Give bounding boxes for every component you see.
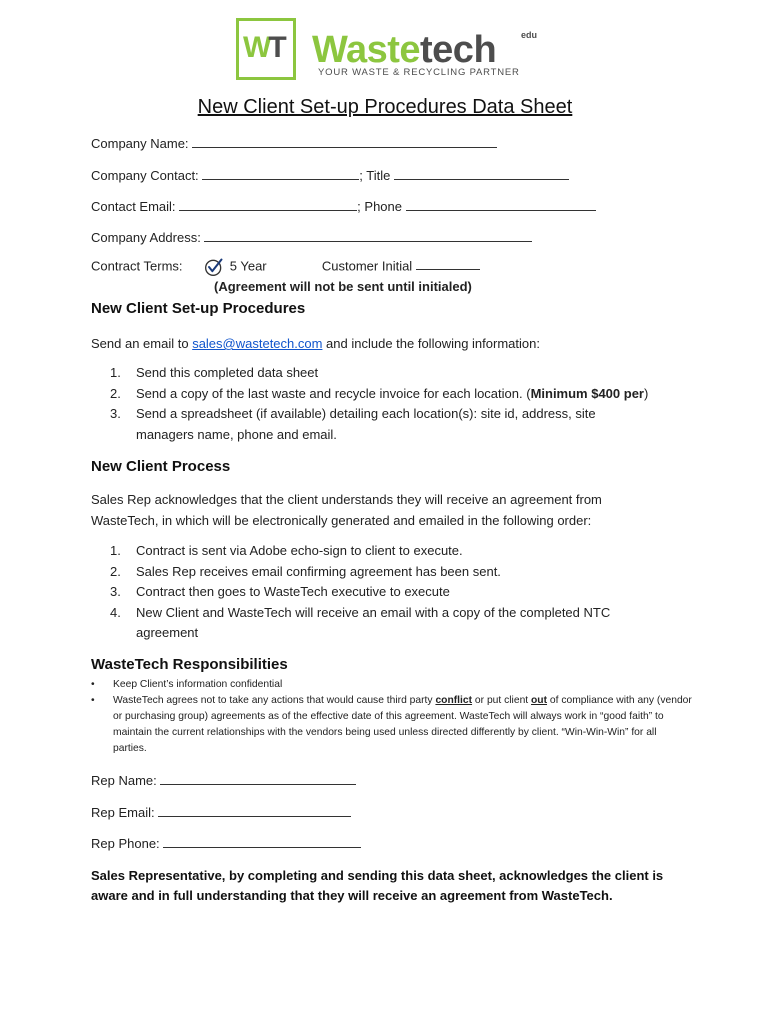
logo-mark-t: T — [268, 31, 284, 64]
company-contact-label: Company Contact: — [91, 168, 199, 183]
emphasis-conflict: conflict — [435, 695, 473, 706]
list-text: or put client — [472, 695, 532, 706]
list-text-bold: Minimum $400 per — [530, 385, 644, 401]
logo-edu: edu — [521, 30, 538, 40]
list-item — [110, 582, 690, 603]
title-field[interactable] — [394, 167, 569, 180]
contact-email-line — [91, 198, 596, 214]
list-number: 3. — [110, 584, 121, 599]
list-item — [110, 541, 690, 562]
list-item — [91, 693, 693, 757]
list-text: Send this completed data sheet — [136, 365, 319, 380]
logo-wordmark-tech: tech — [420, 29, 497, 71]
responsibilities-list — [91, 677, 691, 757]
bullet: • — [91, 679, 95, 690]
list-text: Contract then goes to WasteTech executive to execute — [136, 584, 450, 599]
list-item — [110, 384, 690, 405]
company-name-label: Company Name: — [91, 136, 189, 151]
list-number: 1. — [110, 543, 121, 558]
logo-wordmark — [312, 30, 496, 70]
contact-email-field[interactable] — [179, 198, 357, 211]
list-text: Send a spreadsheet (if available) detailing each location(s): site id, address, site managers name, phone and email. — [136, 406, 596, 442]
document-title: New Client Set-up Procedures Data Sheet — [197, 96, 573, 118]
logo-mark-box — [236, 18, 296, 80]
process-list — [110, 541, 690, 644]
contract-terms-label: Contract Terms: — [91, 258, 183, 274]
rep-phone-label: Rep Phone: — [91, 836, 160, 851]
process-heading: New Client Process — [91, 458, 231, 475]
customer-initial-label: Customer Initial — [321, 258, 413, 274]
company-name-field[interactable] — [192, 135, 497, 148]
company-contact-field[interactable] — [202, 167, 359, 180]
list-text-after: ) — [644, 385, 649, 401]
list-number: 1. — [110, 365, 121, 380]
rep-name-label: Rep Name: — [91, 773, 157, 788]
phone-label: ; Phone — [357, 199, 402, 214]
list-item — [110, 363, 690, 384]
logo-mark-w: W — [243, 31, 269, 64]
sales-email-link[interactable]: sales@wastetech.com — [192, 336, 323, 351]
company-name-line — [91, 135, 497, 151]
setup-list — [110, 363, 690, 445]
setup-intro-after: and include the following information: — [322, 336, 540, 351]
list-item — [110, 562, 690, 583]
setup-intro-before: Send an email to — [91, 336, 193, 351]
emphasis-out: out — [531, 695, 548, 706]
checkmark-circle-icon[interactable] — [204, 257, 224, 277]
list-text: of compliance with any (vendor or purchasing group) agreements as of the effective date of this agreement. WasteTech will always work in “good faith” to maintain the current relationships with the vendors being used unless directed differently by client. “Win-Win-Win” for all parties. — [113, 695, 692, 754]
list-text: Keep Client’s information confidential — [113, 679, 283, 690]
list-number: 3. — [110, 406, 121, 421]
rep-email-field[interactable] — [158, 804, 351, 817]
rep-name-field[interactable] — [160, 772, 356, 785]
rep-email-line — [91, 804, 351, 820]
list-text: Send a copy of the last waste and recycle invoice for each location. ( — [136, 385, 531, 401]
company-address-field[interactable] — [204, 229, 532, 242]
company-contact-line — [91, 167, 569, 183]
list-number: 2. — [110, 385, 121, 401]
list-number: 2. — [110, 563, 121, 579]
closing-statement: Sales Representative, by completing and sending this data sheet, acknowledges the client is aware and in full understanding that they will receive an agreement from WasteTech. — [91, 868, 664, 903]
phone-field[interactable] — [406, 198, 596, 211]
rep-phone-field[interactable] — [163, 835, 361, 848]
list-item — [110, 603, 666, 644]
title-label: ; Title — [359, 168, 391, 183]
list-item — [91, 677, 691, 693]
process-intro: Sales Rep acknowledges that the client understands they will receive an agreement from WasteTech, in which will be electronically generated and emailed in the following order: — [91, 492, 602, 528]
company-address-line — [91, 229, 532, 245]
setup-intro — [91, 333, 691, 354]
agreement-note: (Agreement will not be sent until initialed) — [214, 279, 472, 294]
contact-email-label: Contact Email: — [91, 199, 176, 214]
rep-name-line — [91, 772, 356, 788]
logo-tagline: YOUR WASTE & RECYCLING PARTNER — [318, 67, 520, 78]
setup-heading: New Client Set-up Procedures — [91, 300, 306, 317]
list-text: Sales Rep receives email confirming agreement has been sent. — [136, 563, 501, 579]
wastetech-logo — [236, 18, 536, 84]
responsibilities-heading: WasteTech Responsibilities — [91, 656, 288, 673]
bullet: • — [91, 695, 95, 706]
logo-mark — [243, 31, 284, 65]
company-address-label: Company Address: — [91, 230, 201, 245]
list-number: 4. — [110, 604, 121, 620]
logo-wordmark-waste: Waste — [312, 29, 421, 71]
list-text: New Client and WasteTech will receive an email with a copy of the completed NTC agreement — [136, 604, 611, 640]
list-text: Contract is sent via Adobe echo-sign to client to execute. — [136, 543, 463, 558]
contract-option-5-year: 5 Year — [229, 258, 267, 274]
rep-email-label: Rep Email: — [91, 805, 155, 820]
rep-phone-line — [91, 835, 361, 851]
list-item — [110, 404, 656, 445]
customer-initial-field[interactable] — [416, 257, 480, 270]
list-text: WasteTech agrees not to take any actions that would cause third party — [113, 695, 436, 706]
contract-terms-line — [91, 257, 480, 277]
